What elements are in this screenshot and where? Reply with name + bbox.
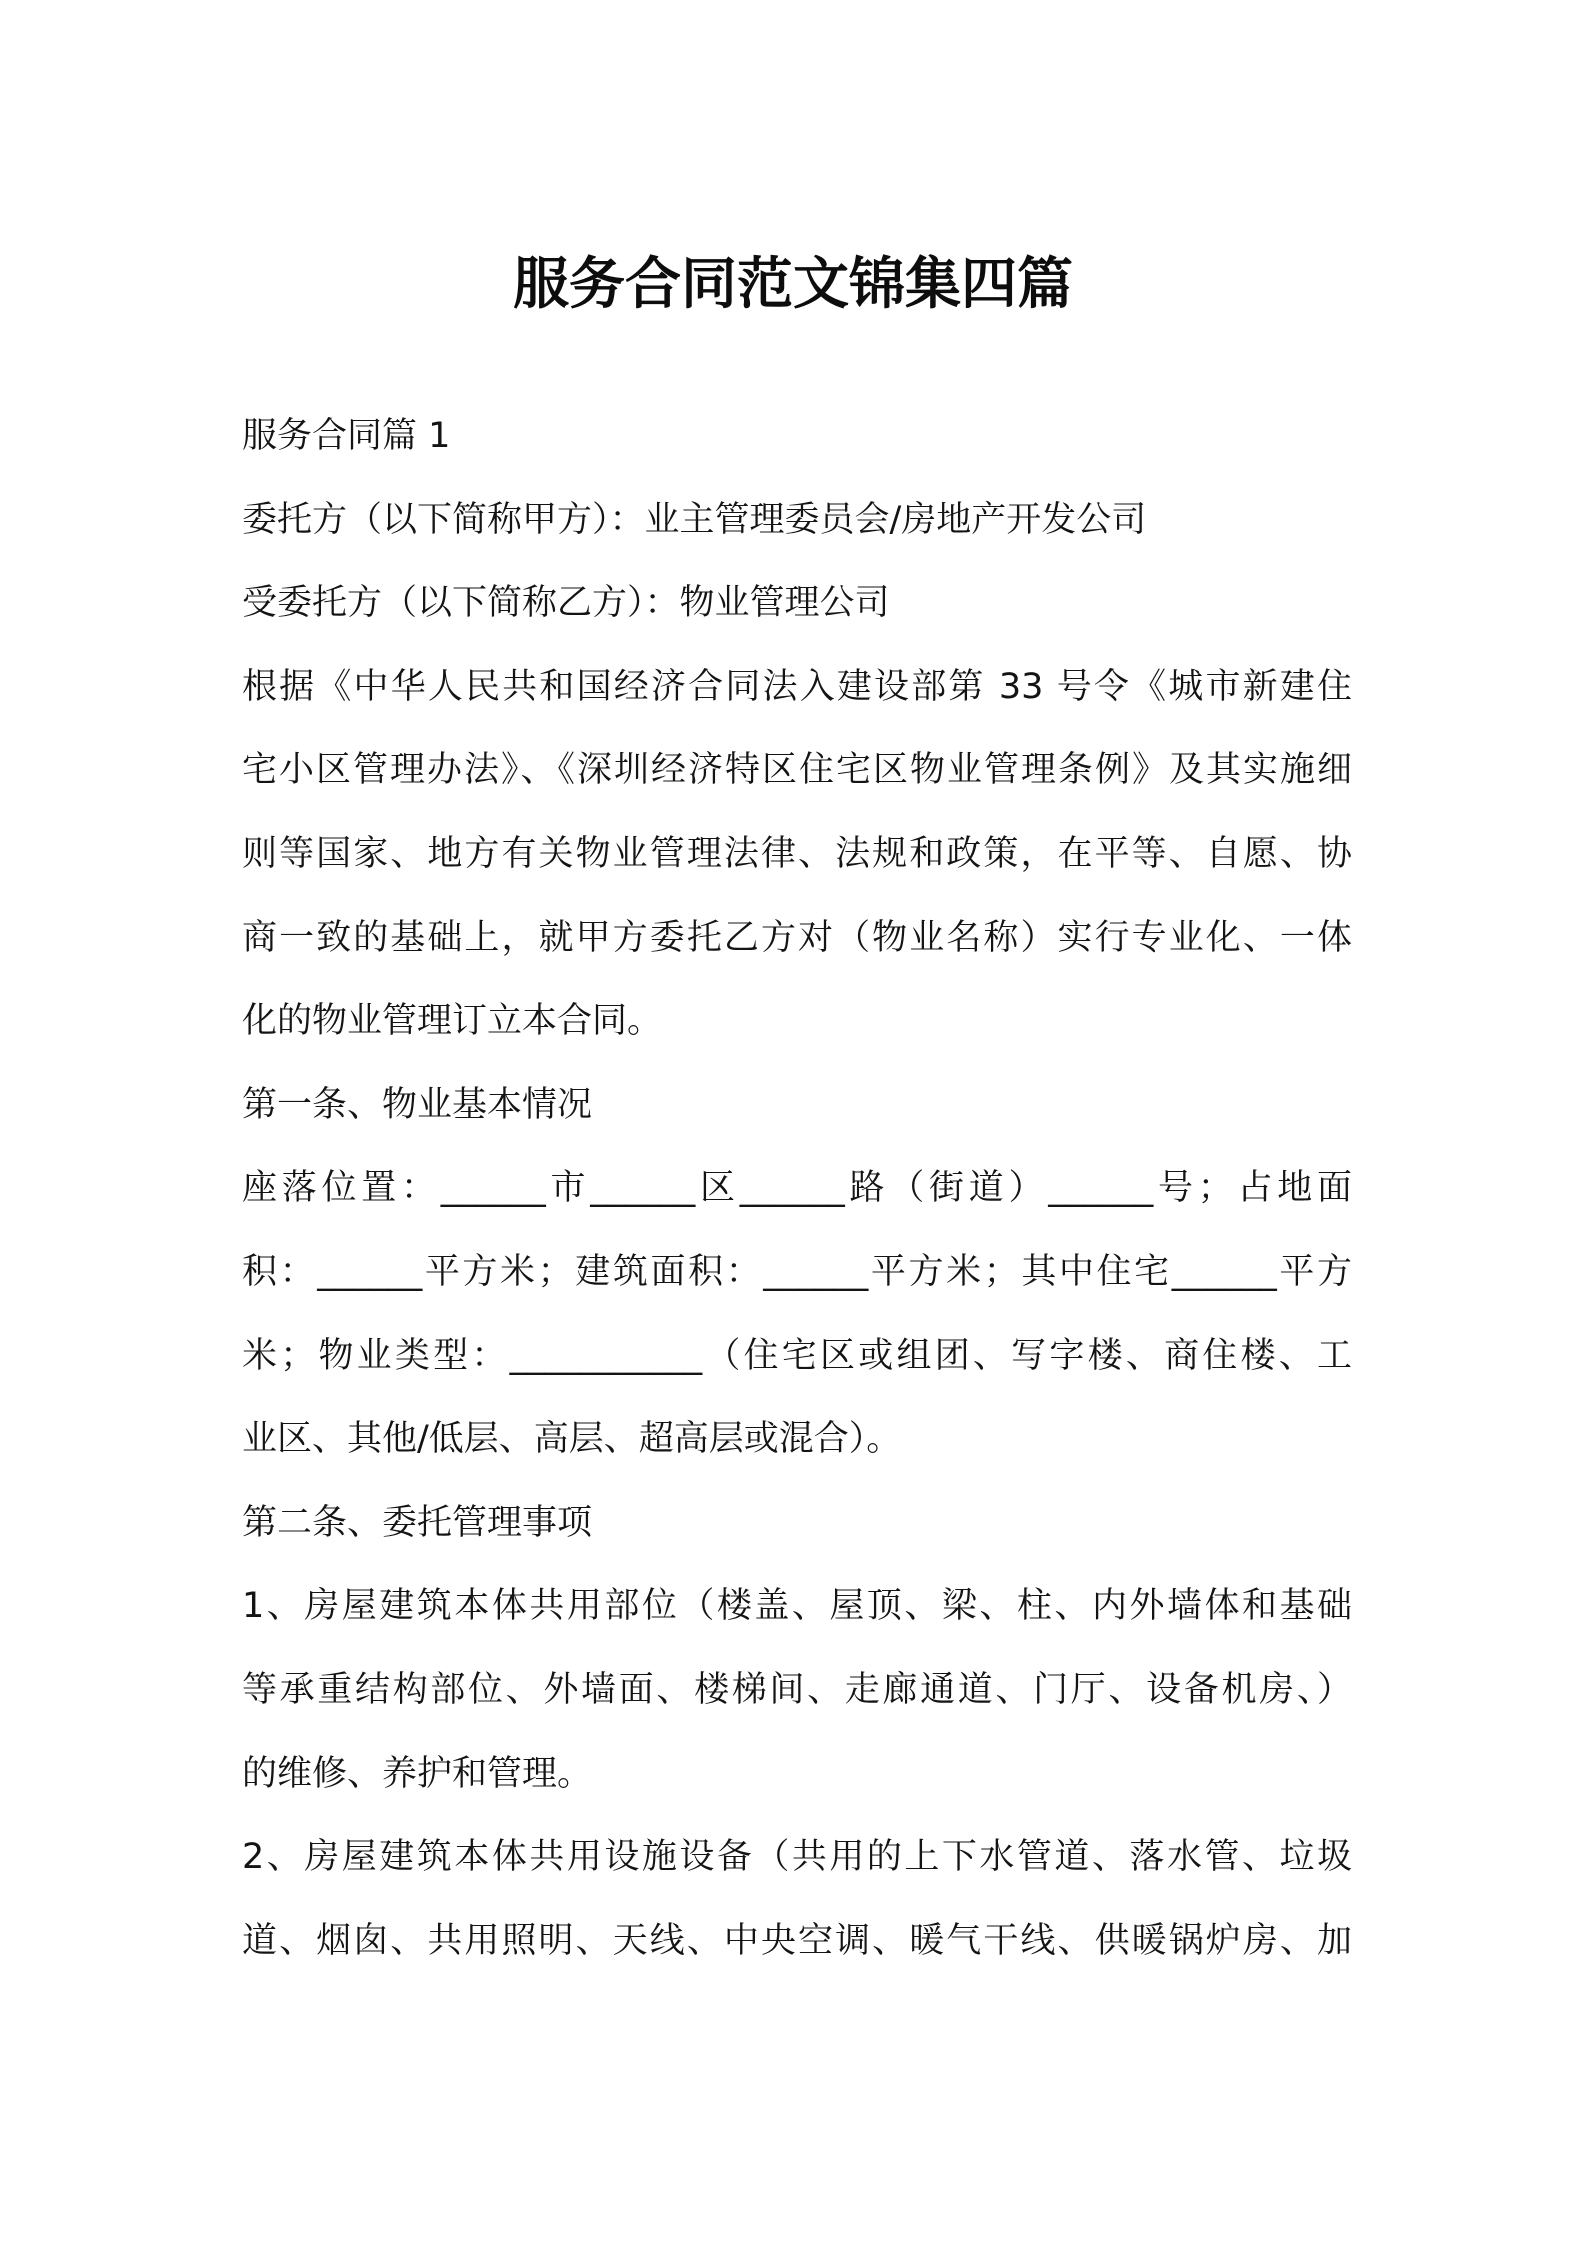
item-1-paragraph <box>242 1565 1352 1816</box>
paragraph-line: 积：______平方米；建筑面积：______平方米；其中住宅______平方 <box>242 1251 1352 1292</box>
item-2-paragraph <box>242 1816 1352 1983</box>
paragraph-line: 业区、其他/低层、高层、超高层或混合）。 <box>242 1419 902 1460</box>
paragraph-line: 根据《中华人民共和国经济合同法入建设部第 33 号令《城市新建住 <box>242 666 1352 707</box>
paragraph-line: 委托方（以下简称甲方）：业主管理委员会/房地产开发公司 <box>242 499 1147 540</box>
paragraph-line: 受委托方（以下简称乙方）：物业管理公司 <box>242 583 890 624</box>
paragraph-line: 米；物业类型：___________（住宅区或组团、写字楼、商住楼、工 <box>242 1335 1352 1376</box>
document-body <box>242 395 1352 1983</box>
paragraph-line: 2、房屋建筑本体共用设施设备（共用的上下水管道、落水管、垃圾 <box>242 1837 1352 1878</box>
paragraph-line: 宅小区管理办法》、《深圳经济特区住宅区物业管理条例》及其实施细 <box>242 750 1352 791</box>
article-2-heading <box>242 1482 1352 1566</box>
paragraph-line: 道、烟囱、共用照明、天线、中央空调、暖气干线、供暖锅炉房、加 <box>242 1920 1352 1961</box>
document-title: 服务合同范文锦集四篇 <box>513 251 1073 317</box>
paragraph-line: 第二条、委托管理事项 <box>242 1502 593 1543</box>
paragraph-line: 座落位置：______市______区______路（街道）______号；占地面 <box>242 1168 1352 1209</box>
section-heading-contract-1 <box>242 395 1352 479</box>
party-a-line <box>242 479 1352 563</box>
paragraph-line: 服务合同篇 1 <box>242 416 451 456</box>
article-1-heading <box>242 1064 1352 1148</box>
paragraph-line: 商一致的基础上，就甲方委托乙方对（物业名称）实行专业化、一体 <box>242 917 1352 958</box>
preamble-paragraph <box>242 646 1352 1064</box>
property-info-paragraph <box>242 1147 1352 1481</box>
paragraph-line: 化的物业管理订立本合同。 <box>242 1001 663 1042</box>
paragraph-line: 第一条、物业基本情况 <box>242 1084 593 1125</box>
party-b-line <box>242 562 1352 646</box>
paragraph-line: 1、房屋建筑本体共用部位（楼盖、屋顶、梁、柱、内外墙体和基础 <box>242 1586 1352 1627</box>
paragraph-line: 等承重结构部位、外墙面、楼梯间、走廊通道、门厅、设备机房、） <box>242 1669 1352 1710</box>
paragraph-line: 的维修、养护和管理。 <box>242 1753 593 1794</box>
paragraph-line: 则等国家、地方有关物业管理法律、法规和政策，在平等、自愿、协 <box>242 833 1352 874</box>
